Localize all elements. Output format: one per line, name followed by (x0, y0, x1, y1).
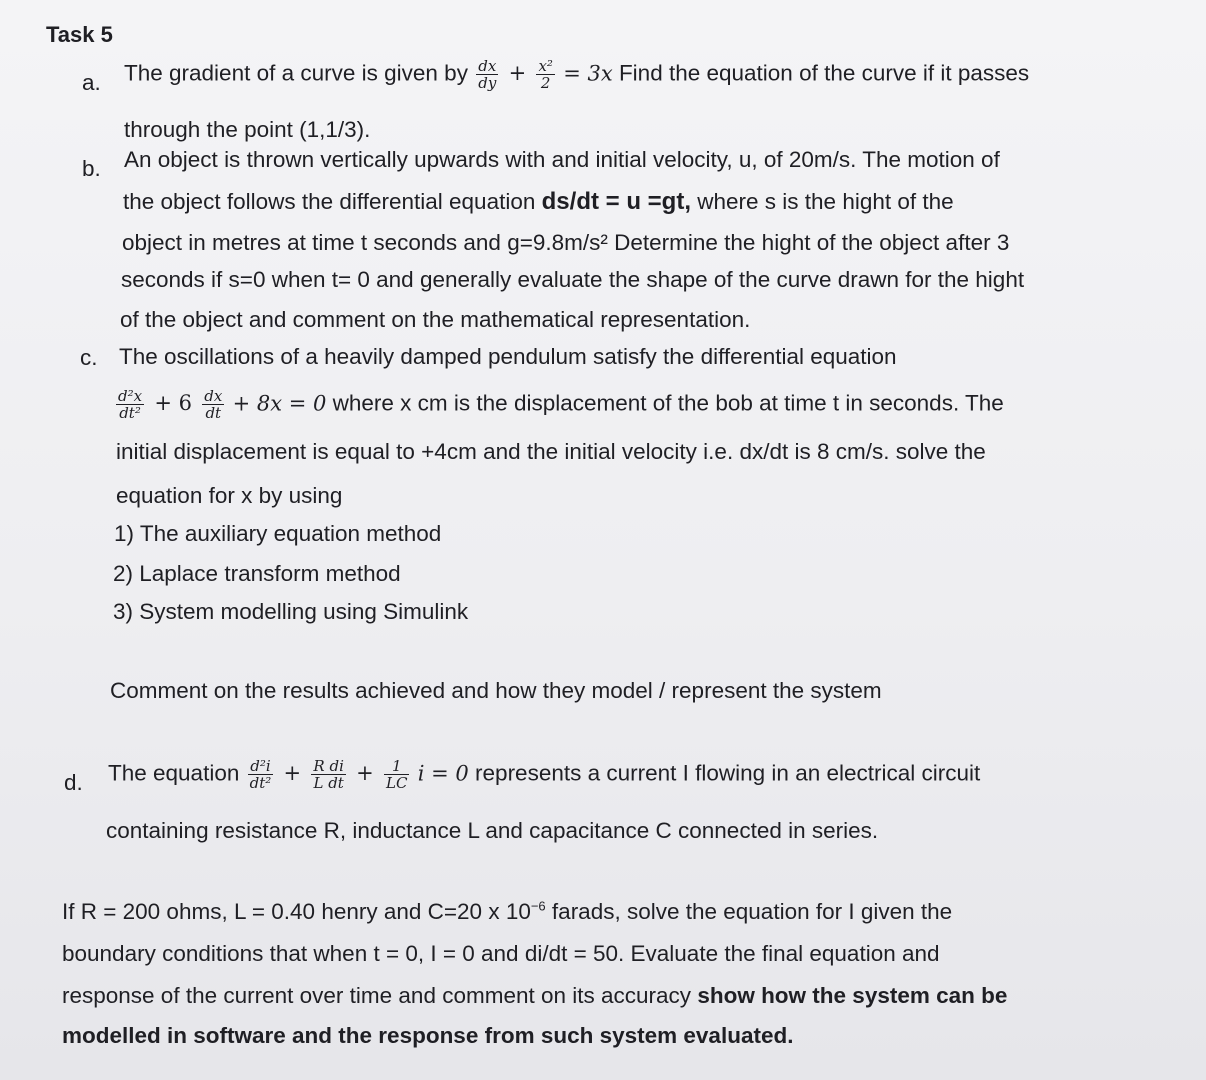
part-d-para-2-line-3-text: response of the current over time and comment on its accuracy (62, 983, 692, 1008)
part-d-marker: d. (64, 770, 83, 795)
part-d-line-1 (108, 758, 980, 791)
plus-operator: + (508, 61, 527, 86)
part-b-line-3: object in metres at time t seconds and g=9.8m/s² Determine the hight of the object after 3 (122, 230, 1010, 255)
part-a-line-1-intro: The gradient of a curve is given by (124, 60, 468, 86)
part-d-para-2-line-2: boundary conditions that when t = 0, I = 0 and di/dt = 50. Evaluate the final equation and (62, 941, 940, 966)
part-d-bold-instruction: show how the system can be (697, 983, 1008, 1008)
part-b-line-2 (123, 188, 954, 217)
method-item-3: 3) System modelling using Simulink (113, 599, 469, 624)
fraction-d2x-dt2 (116, 388, 144, 421)
fraction-denominator: dt² (119, 404, 141, 422)
method-item-2: 2) Laplace transform method (113, 561, 401, 586)
part-a-marker: a. (82, 70, 101, 95)
fraction-1-lc (384, 758, 409, 791)
part-b-line-2-rest: where s is the hight of the (697, 189, 954, 214)
part-d-line-1-intro: The equation (108, 760, 240, 786)
part-d-line-2: containing resistance R, inductance L and capacitance C connected in series. (106, 818, 879, 843)
fraction-numerator: R di (313, 757, 344, 775)
part-c-line-2 (114, 388, 1004, 421)
fraction-denominator: dt² (249, 774, 272, 792)
fraction-d2i-dt2 (248, 758, 274, 791)
equation-rest: + 8x = 0 (232, 391, 327, 416)
fraction-dx-dt (202, 388, 224, 421)
fraction-denominator: LC (386, 774, 408, 792)
part-d-para-2-line-1-rest: farads, solve the equation for I given the (545, 899, 953, 924)
fraction-denominator: 2 (540, 74, 551, 92)
fraction-denominator: dt (205, 404, 222, 422)
part-c-line-1: The oscillations of a heavily damped pendulum satisfy the differential equation (119, 344, 897, 369)
part-a-line-1-rest: Find the equation of the curve if it passes (618, 60, 1030, 86)
fraction-numerator: dx (204, 387, 223, 405)
fraction-numerator: d²i (248, 758, 274, 775)
part-d-para-2-line-3 (62, 982, 1007, 1009)
fraction-numerator: 1 (384, 758, 409, 775)
equation-rhs: = 3x (563, 61, 613, 86)
part-d-para-2-line-1-text: If R = 200 ohms, L = 0.40 henry and C=20 x 10 (62, 899, 531, 924)
plus-six-term: + 6 (154, 391, 192, 416)
part-b-line-5: of the object and comment on the mathematical representation. (120, 307, 751, 332)
plus-operator: + (283, 761, 302, 786)
part-b-line-4: seconds if s=0 when t= 0 and generally evaluate the shape of the curve drawn for the hight (121, 267, 1025, 292)
fraction-numerator: dx (476, 58, 498, 75)
part-d-line-1-rest: represents a current I flowing in an electrical circuit (475, 760, 981, 786)
part-d-para-2-line-1 (62, 898, 952, 925)
part-c-line-4: equation for x by using (116, 483, 343, 508)
fraction-numerator: d²x (118, 387, 143, 405)
part-d-para-2-line-4: modelled in software and the response from such system evaluated. (62, 1023, 794, 1048)
fraction-dx-dy (476, 58, 498, 91)
fraction-r-di-l-dt (311, 758, 345, 791)
part-c-marker: c. (80, 345, 98, 370)
fraction-numerator: x² (538, 57, 553, 75)
fraction-x2-2 (536, 58, 554, 91)
plus-operator: + (356, 761, 374, 786)
part-a-line-1 (124, 58, 1029, 91)
part-b-equation: ds/dt = u =gt, (541, 188, 691, 215)
part-b-marker: b. (82, 156, 101, 181)
part-a-line-2: through the point (1,1/3). (124, 117, 371, 142)
part-b-line-2-intro: the object follows the differential equation (123, 189, 536, 214)
method-item-1: 1) The auxiliary equation method (114, 521, 442, 546)
fraction-denominator: L dt (313, 774, 344, 792)
equation-rest: i = 0 (417, 761, 469, 786)
task-title: Task 5 (46, 22, 113, 47)
part-c-line-2-rest: where x cm is the displacement of the bob at time t in seconds. The (332, 390, 1004, 416)
exponent: −6 (530, 898, 546, 914)
part-c-comment: Comment on the results achieved and how they model / represent the system (110, 678, 882, 703)
fraction-denominator: dy (478, 74, 497, 92)
part-b-line-1: An object is thrown vertically upwards with and initial velocity, u, of 20m/s. The motion of (124, 147, 1000, 172)
part-c-line-3: initial displacement is equal to +4cm and the initial velocity i.e. dx/dt is 8 cm/s. solve the (116, 439, 986, 464)
